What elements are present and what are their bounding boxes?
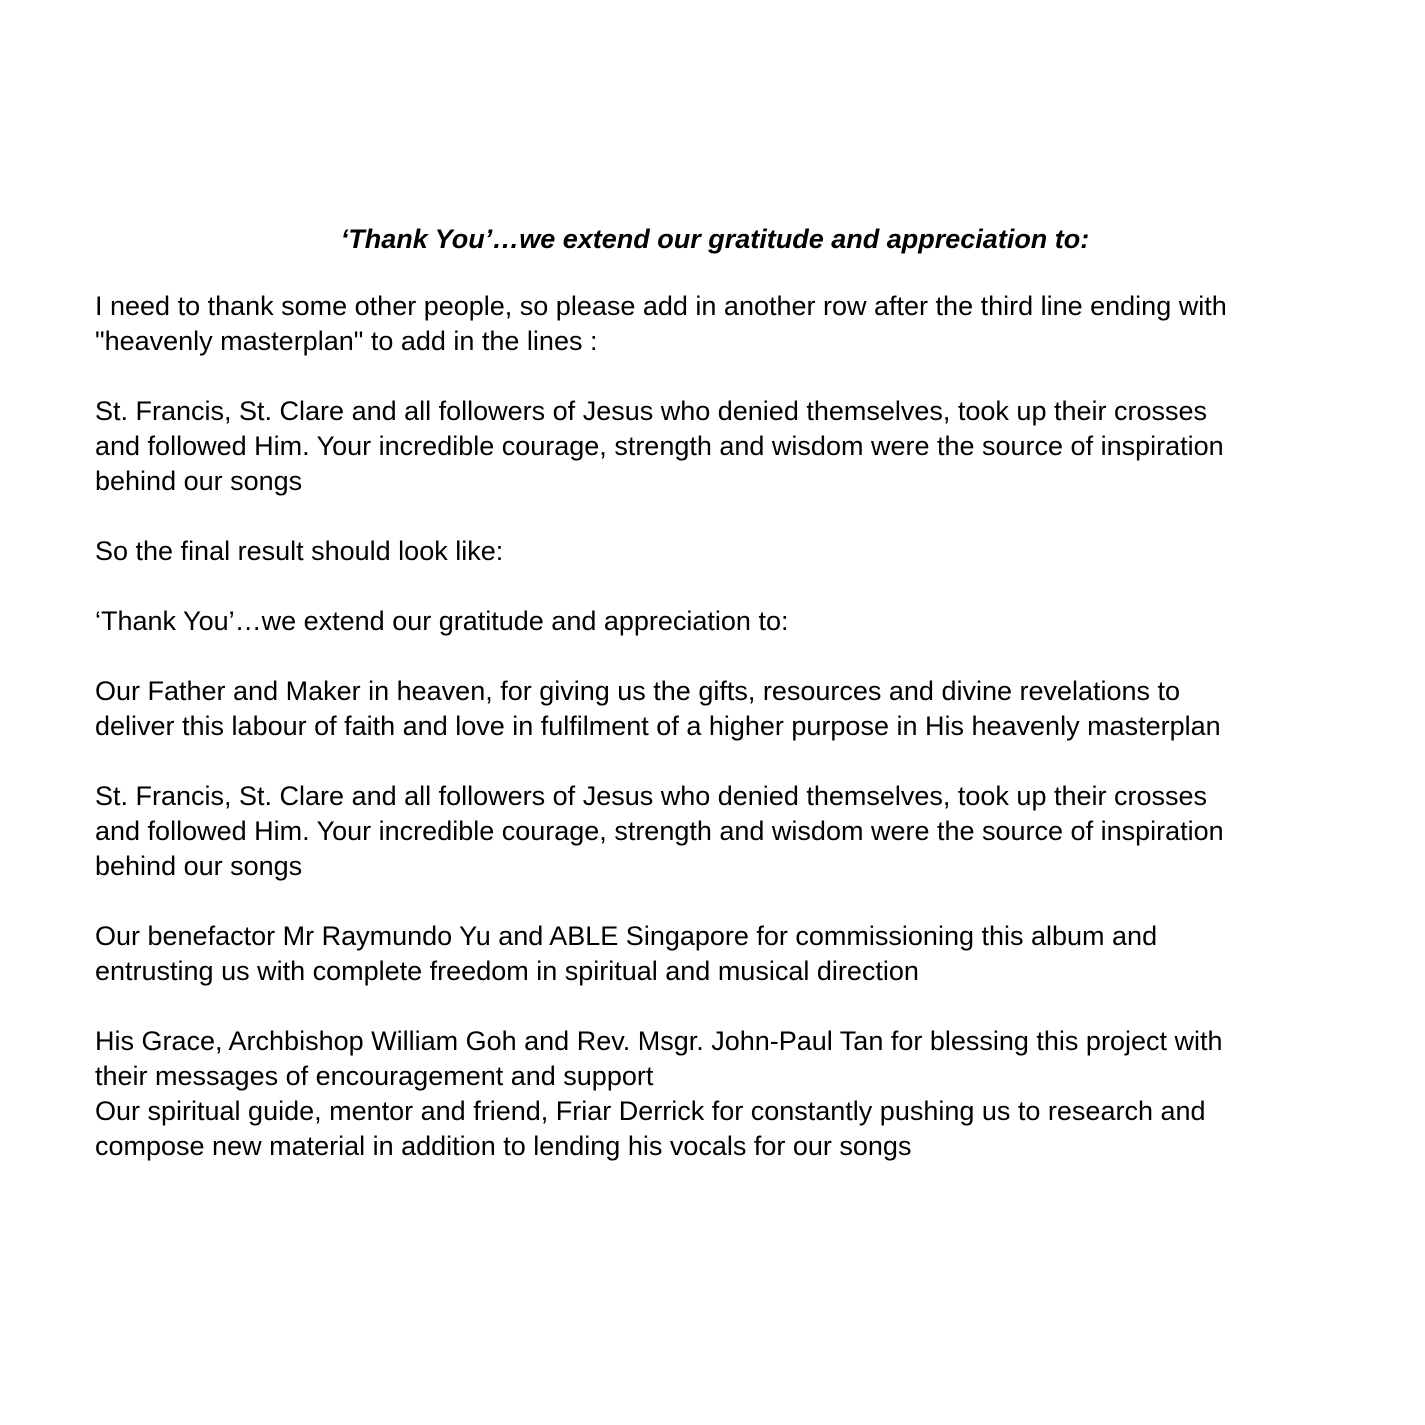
document-body bbox=[95, 222, 1335, 1164]
text-line: and followed Him. Your incredible courage, strength and wisdom were the source of inspiration bbox=[95, 816, 1224, 846]
text-line: compose new material in addition to lending his vocals for our songs bbox=[95, 1131, 912, 1161]
paragraph-request bbox=[95, 289, 1335, 359]
paragraph-final-result-intro bbox=[95, 534, 1335, 569]
text-line: "heavenly masterplan" to add in the lines : bbox=[95, 326, 598, 356]
text-line: Our spiritual guide, mentor and friend, Friar Derrick for constantly pushing us to research and bbox=[95, 1096, 1206, 1126]
text-line: behind our songs bbox=[95, 466, 303, 496]
text-line: St. Francis, St. Clare and all followers of Jesus who denied themselves, took up their crosses bbox=[95, 396, 1208, 426]
paragraph-archbishop bbox=[95, 1024, 1335, 1094]
paragraph-spiritual-guide bbox=[95, 1094, 1335, 1164]
text-line: Our benefactor Mr Raymundo Yu and ABLE Singapore for commissioning this album and bbox=[95, 921, 1158, 951]
paragraph-thank-you-heading bbox=[95, 604, 1335, 639]
text-line: St. Francis, St. Clare and all followers of Jesus who denied themselves, took up their crosses bbox=[95, 781, 1208, 811]
document-title: ‘Thank You’…we extend our gratitude and appreciation to: bbox=[340, 224, 1090, 254]
text-line: I need to thank some other people, so please add in another row after the third line ending with bbox=[95, 291, 1227, 321]
text-line: entrusting us with complete freedom in spiritual and musical direction bbox=[95, 956, 919, 986]
text-line: their messages of encouragement and support bbox=[95, 1061, 654, 1091]
paragraph-benefactor bbox=[95, 919, 1335, 989]
text-line: ‘Thank You’…we extend our gratitude and appreciation to: bbox=[95, 606, 789, 636]
paragraph-st-francis bbox=[95, 779, 1335, 884]
text-line: behind our songs bbox=[95, 851, 303, 881]
text-line: His Grace, Archbishop William Goh and Rev. Msgr. John-Paul Tan for blessing this project with bbox=[95, 1026, 1223, 1056]
text-line: and followed Him. Your incredible courage, strength and wisdom were the source of inspiration bbox=[95, 431, 1224, 461]
text-line: So the final result should look like: bbox=[95, 536, 504, 566]
text-line: deliver this labour of faith and love in fulfilment of a higher purpose in His heavenly masterplan bbox=[95, 711, 1221, 741]
paragraph-father-maker bbox=[95, 674, 1335, 744]
paragraph-new-lines bbox=[95, 394, 1335, 499]
text-line: Our Father and Maker in heaven, for giving us the gifts, resources and divine revelations to bbox=[95, 676, 1181, 706]
